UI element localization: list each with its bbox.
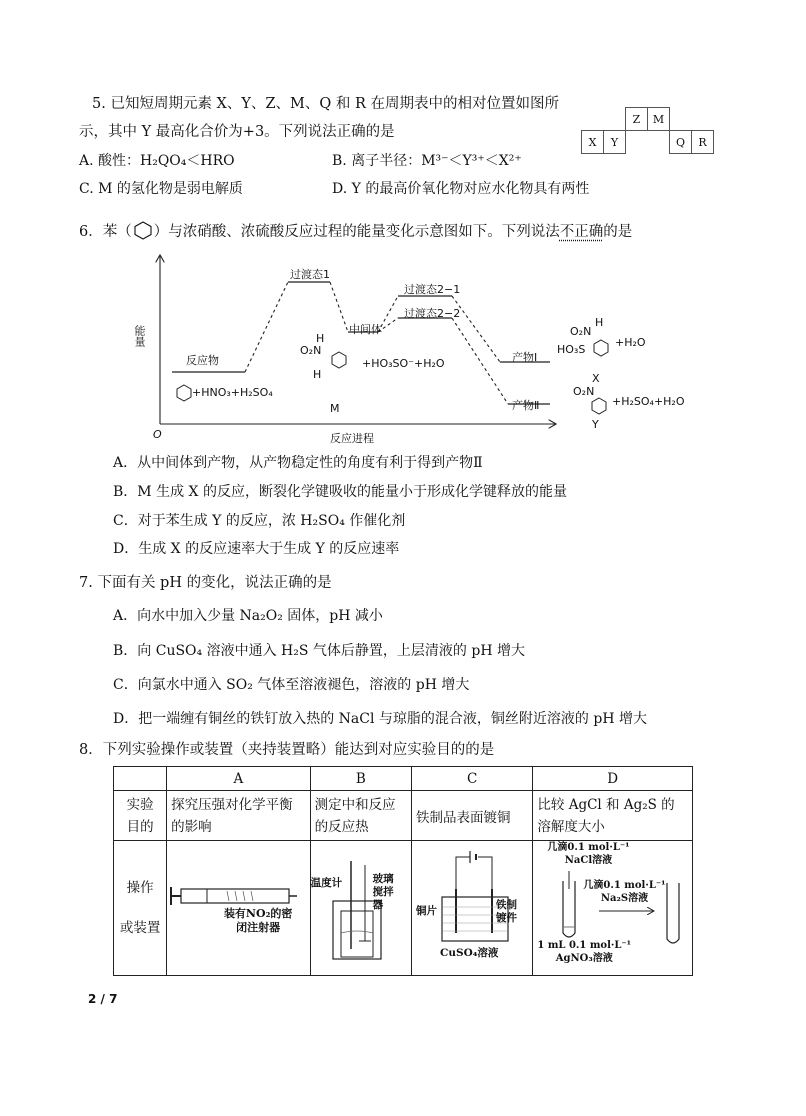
ring-product-x: [594, 340, 608, 356]
q8-header-b: B: [310, 767, 411, 791]
q8-apparatus-a: [167, 841, 310, 976]
x-label: X: [592, 372, 600, 385]
q7-option-a: A．向水中加入少量 Na₂O₂ 固体，pH 减小: [113, 608, 383, 624]
y-axis-label: 能量: [133, 325, 146, 347]
q5-stem-line2: 示，其中 Y 最高化合价为+3。下列说法正确的是: [79, 124, 395, 140]
intermediate-label: 中间体: [349, 323, 382, 336]
ring-product-y: [592, 398, 606, 414]
page-number: 2 / 7: [88, 992, 118, 1006]
cell-z: Z: [626, 108, 648, 131]
y-extra: +H₂SO₄+H₂O: [612, 395, 685, 408]
q6-option-c: C．对于苯生成 Y 的反应，浓 H₂SO₄ 作催化剂: [113, 513, 406, 529]
q7-stem: 7. 下面有关 pH 的变化，说法正确的是: [79, 575, 332, 591]
periodic-position-table: [581, 107, 714, 154]
m-extra: +HO₃SO⁻+H₂O: [362, 357, 445, 370]
x-axis-label: 反应进程: [330, 432, 374, 445]
q8-corner-cell: [114, 767, 167, 791]
cuso4-solution-label: CuSO₄溶液: [440, 947, 499, 959]
ts22-label: 过渡态2−2: [404, 307, 461, 320]
q8-apparatus-c: [412, 841, 533, 976]
q5-option-b: B. 离子半径：M³⁻＜Y³⁺＜X²⁺: [332, 153, 522, 169]
q7-option-d: D．把一端缠有铜丝的铁钉放入热的 NaCl 与琼脂的混合液，铜丝附近溶液的 pH 增大: [113, 711, 647, 727]
syringe-icon: [167, 841, 301, 971]
cell-r: R: [692, 131, 714, 154]
cell-q: Q: [670, 131, 692, 154]
q8-purpose-b: 测定中和反应的反应热: [310, 791, 411, 841]
q8-header-d: D: [533, 767, 693, 791]
q6-option-a: A．从中间体到产物，从产物稳定性的角度有利于得到产物Ⅱ: [113, 455, 483, 471]
m-nitro-group: O₂N: [300, 344, 322, 357]
syringe-label: 装有NO₂的密闭注射器: [223, 907, 293, 934]
m-h-atom-2: H: [313, 368, 322, 381]
q7-option-c: C．向氯水中通入 SO₂ 气体至溶液褪色，溶液的 pH 增大: [113, 677, 470, 693]
x-nitro-group: O₂N: [570, 325, 592, 338]
cell-y: Y: [604, 131, 626, 154]
benzene-icon: [132, 220, 154, 240]
q8-apparatus-d: [533, 841, 693, 976]
x-extra: +H₂O: [615, 336, 646, 349]
nacl-dropper-label: 几滴0.1 mol·L⁻¹ NaCl溶液: [547, 842, 630, 866]
q8-header-c: C: [412, 767, 533, 791]
q6-option-d: D．生成 X 的反应速率大于生成 Y 的反应速率: [113, 541, 400, 557]
iron-part-label: 铁制镀件: [496, 899, 517, 924]
q8-purpose-a: 探究压强对化学平衡的影响: [167, 791, 310, 841]
product1-label: 产物Ⅰ: [512, 351, 538, 364]
reactant-formula: +HNO₃+H₂SO₄: [192, 386, 273, 399]
x-h-atom: H: [595, 316, 604, 329]
m-label: M: [330, 402, 340, 415]
q8-stem: 8．下列实验操作或装置（夹持装置略）能达到对应实验目的的是: [79, 742, 495, 758]
benzene-ring-reactant: [177, 385, 191, 401]
agno3-solution-label: 1 mL 0.1 mol·L⁻¹ AgNO₃溶液: [537, 940, 632, 964]
q5-option-c: C. M 的氢化物是弱电解质: [79, 181, 243, 197]
q8-operation-label: 操作 或装置: [114, 841, 167, 976]
q5-option-d: D. Y 的最高价氧化物对应水化物具有两性: [332, 181, 590, 197]
q8-apparatus-b: [310, 841, 411, 976]
reactant-label: 反应物: [186, 354, 219, 367]
q8-purpose-c: 铁制品表面镀铜: [412, 791, 533, 841]
q8-purpose-d: 比较 AgCl 和 Ag₂S 的溶解度大小: [533, 791, 693, 841]
q8-purpose-label: 实验 目的: [114, 791, 167, 841]
q6-option-b: B．M 生成 X 的反应，断裂化学键吸收的能量小于形成化学键释放的能量: [113, 484, 567, 500]
ts1-label: 过渡态1: [290, 268, 330, 281]
q6-stem: 6．苯（ ）与浓硝酸、浓硫酸反应过程的能量变化示意图如下。下列说法不正确的是: [79, 220, 632, 241]
thermometer-label: 温度计: [310, 877, 343, 889]
y-nitro-group: O₂N: [573, 385, 595, 398]
copper-sheet-label: 铜片: [416, 905, 437, 917]
cell-m: M: [648, 108, 670, 131]
na2s-dropper-label: 几滴0.1 mol·L⁻¹ Na₂S溶液: [583, 880, 666, 904]
stirrer-label: 玻璃搅拌器: [372, 873, 394, 911]
ring-intermediate-m: [332, 352, 346, 368]
x-sulfonate-group: HO₃S: [557, 343, 586, 356]
y-label: Y: [592, 418, 599, 431]
ts21-label: 过渡态2−1: [404, 283, 461, 296]
q7-option-b: B．向 CuSO₄ 溶液中通入 H₂S 气体后静置，上层清液的 pH 增大: [113, 643, 525, 659]
q5-option-a: A. 酸性：H₂QO₄＜HRO: [79, 153, 235, 169]
m-h-atom: H: [316, 332, 325, 345]
origin-label: O: [153, 428, 162, 441]
q8-header-a: A: [167, 767, 310, 791]
cell-x: X: [582, 131, 604, 154]
q8-table: [113, 766, 693, 976]
q5-stem-line1: 5. 已知短周期元素 X、Y、Z、M、Q 和 R 在周期表中的相对位置如图所: [92, 96, 559, 112]
product2-label: 产物Ⅱ: [512, 399, 540, 412]
